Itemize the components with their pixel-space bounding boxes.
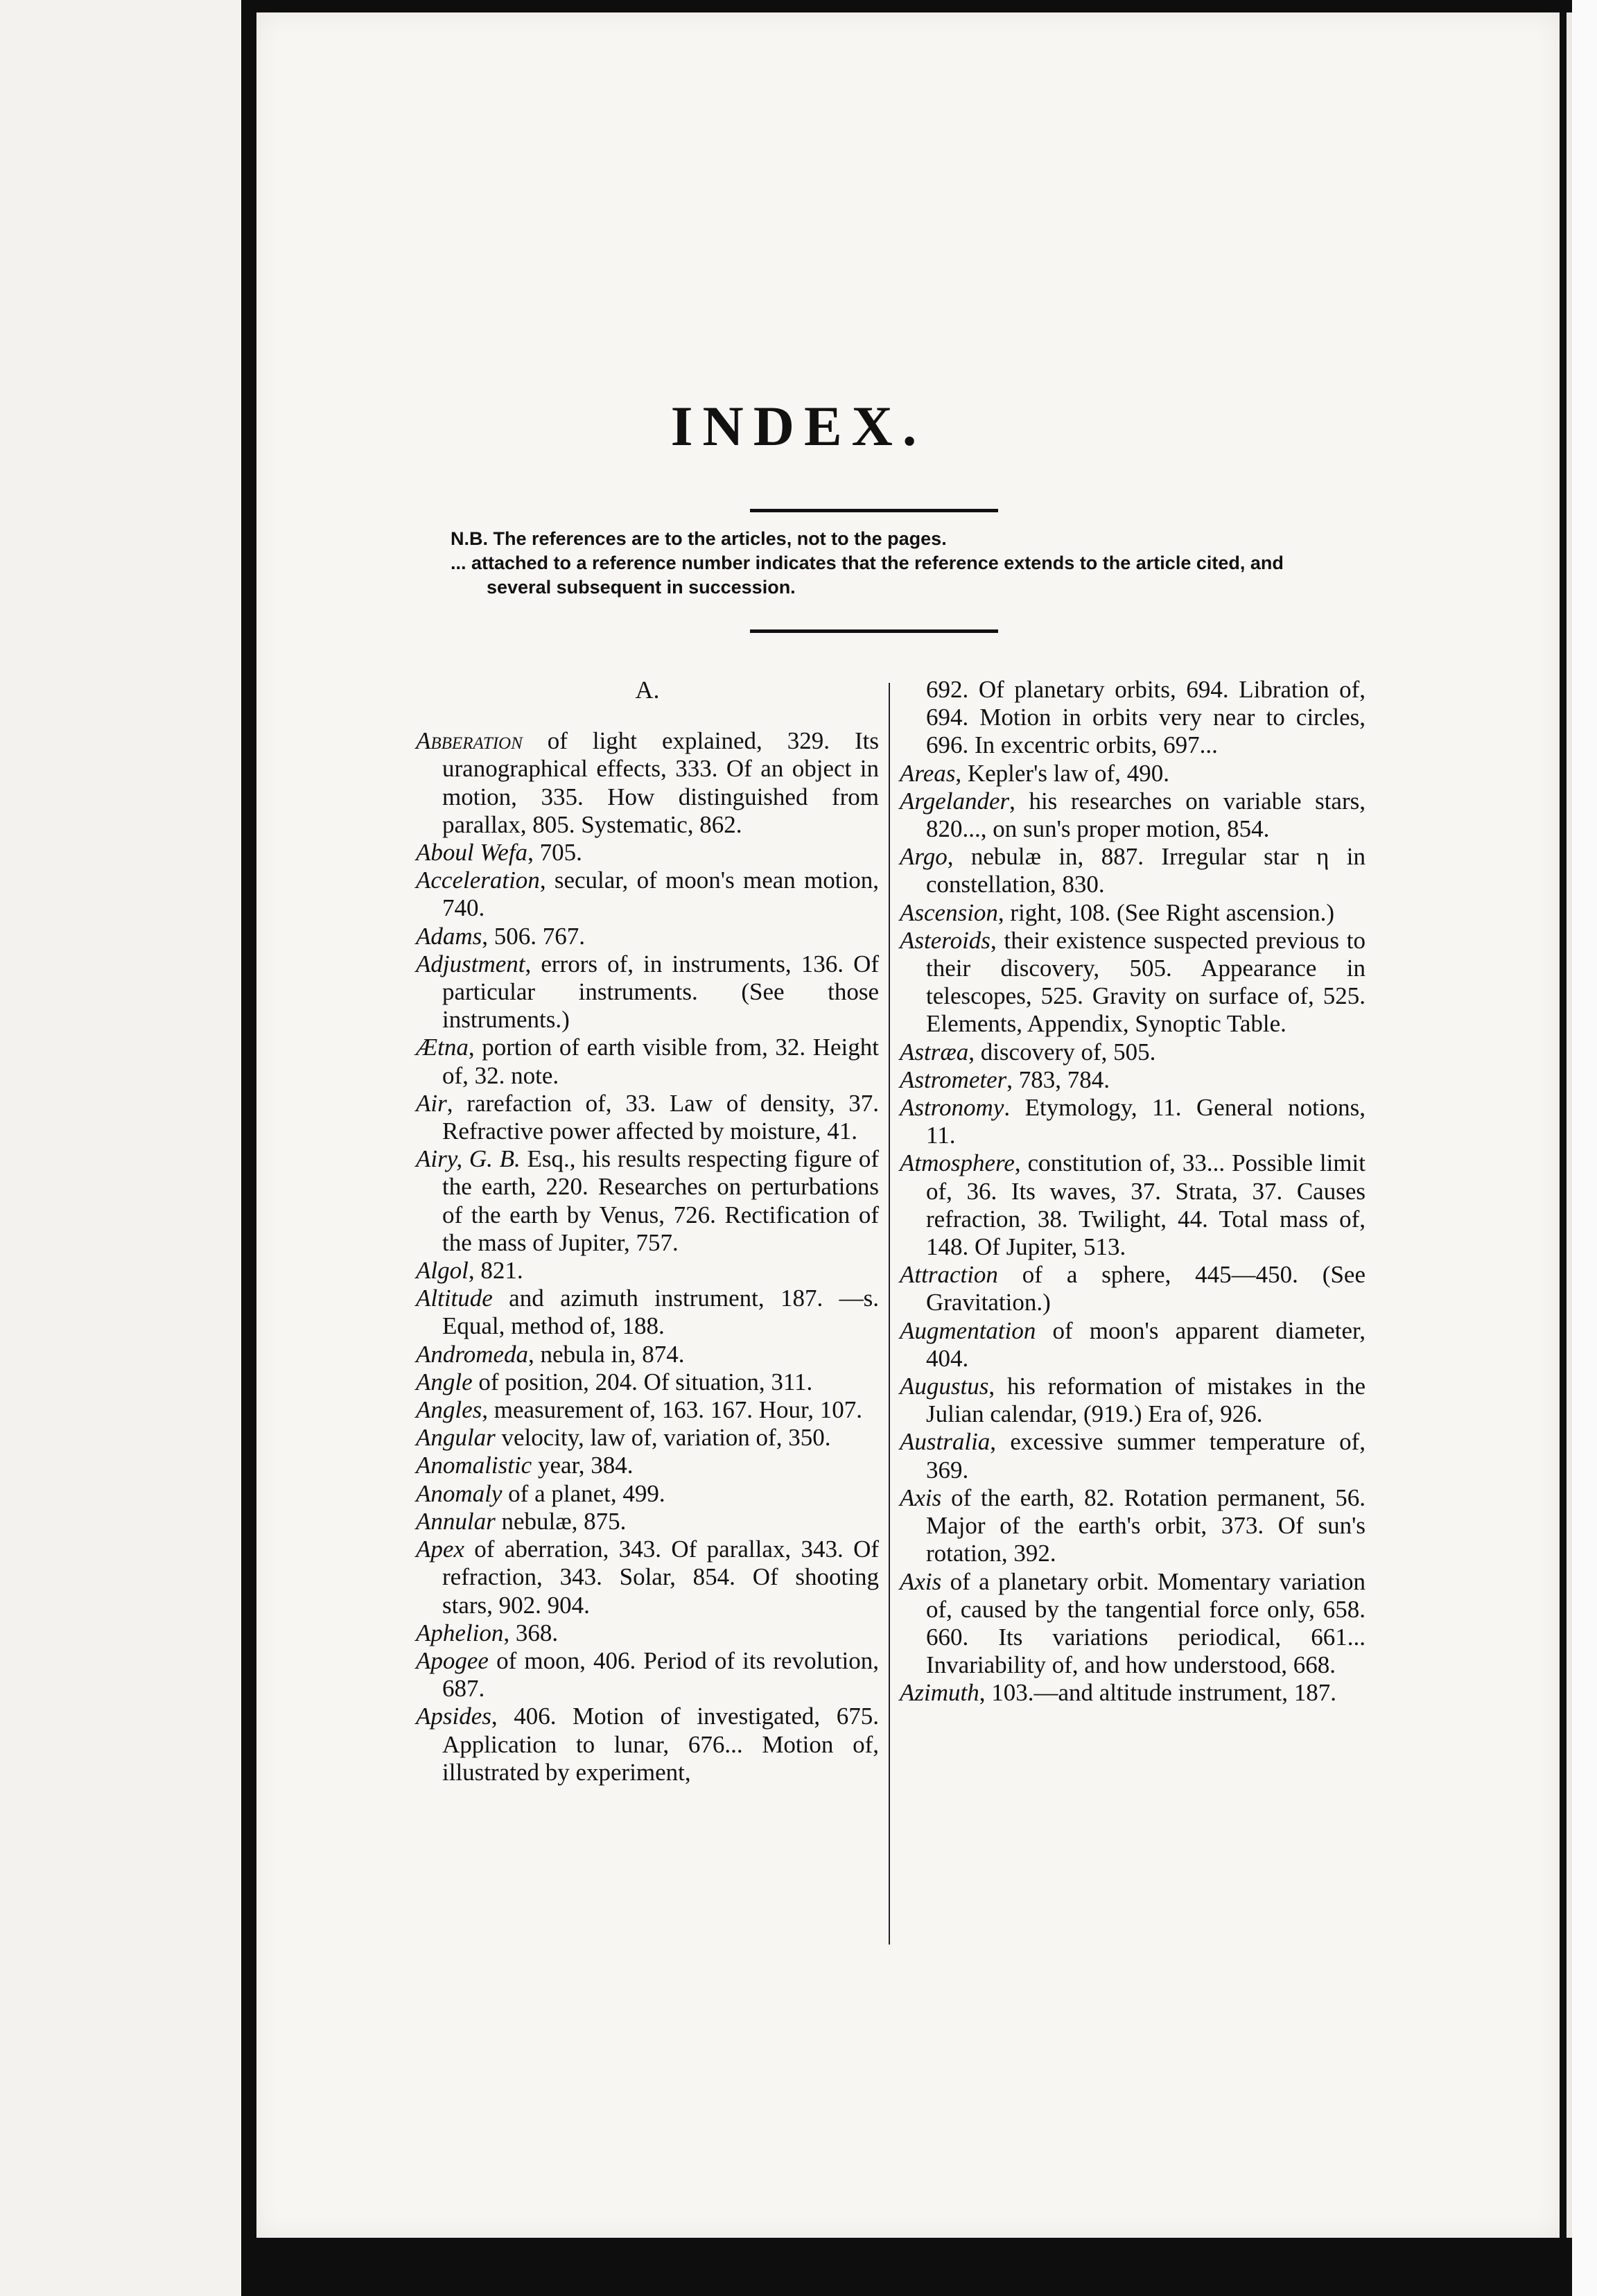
- index-references: of moon, 406. Period of its revolution, 687.: [442, 1646, 879, 1703]
- index-references: , 506. 767.: [482, 922, 586, 950]
- index-term: Argo: [900, 843, 948, 871]
- index-references: , portion of earth visible from, 32. Height of, 32. note.: [442, 1034, 879, 1089]
- index-entry: [900, 1038, 1365, 1066]
- note-line: several subsequent in succession.: [487, 577, 796, 598]
- index-references: year, 384.: [532, 1452, 634, 1479]
- index-references: , excessive summer temperature of, 369.: [926, 1428, 1365, 1484]
- index-references: Esq., his results respecting figure of the earth, 220. Researches on perturbations of the earth by Venus, 726. Rectification of the mass of Jupiter, 757.: [442, 1145, 879, 1256]
- section-letter: A.: [635, 676, 660, 704]
- index-term: Apex: [416, 1536, 464, 1563]
- index-entry: [900, 1066, 1365, 1094]
- index-references: , constitution of, 33... Possible limit of, 36. Its waves, 37. Strata, 37. Causes refraction, 38. Twilight, 44. Total mass of, 148. Of Jupiter, 513.: [926, 1149, 1365, 1261]
- index-term: Australia: [900, 1428, 991, 1456]
- index-term: Angles: [416, 1396, 482, 1424]
- index-references: of a sphere, 445—450. (See Gravitation.): [926, 1261, 1365, 1316]
- index-term: Ascension: [900, 898, 998, 926]
- index-entry: [416, 1034, 879, 1089]
- index-references: , 783, 784.: [1006, 1066, 1110, 1093]
- index-references: , Kepler's law of, 490.: [955, 759, 1169, 787]
- right-page-edge: [1572, 0, 1597, 2296]
- index-references: of the earth, 82. Rotation permanent, 56. Major of the earth's orbit, 373. Of sun's rotation, 392.: [926, 1484, 1365, 1567]
- index-references: of light explained, 329. Its uranographical effects, 333. Of an object in motion, 335. How distinguished from parallax, 805. Systematic, 862.: [442, 727, 879, 838]
- index-entry: [900, 760, 1365, 788]
- index-entry: [900, 788, 1365, 843]
- index-entry: [900, 1261, 1365, 1316]
- notes-block: [451, 527, 1372, 600]
- facing-page-edge: [0, 0, 241, 2296]
- index-references: , measurement of, 163. 167. Hour, 107.: [482, 1396, 863, 1424]
- index-references: of aberration, 343. Of parallax, 343. Of refraction, 343. Solar, 854. Of shooting stars, 902. 904.: [442, 1536, 879, 1619]
- index-term: Algol: [416, 1257, 469, 1285]
- index-term: Anomalistic: [416, 1452, 532, 1479]
- index-references: , 103.—and altitude instrument, 187.: [979, 1679, 1336, 1707]
- index-entry: [416, 1703, 879, 1786]
- index-term: Ætna: [416, 1034, 469, 1061]
- note-line: ... attached to a reference number indicates that the reference extends to the article cited, and: [451, 553, 1284, 573]
- index-entry: [416, 1619, 879, 1647]
- index-term: Abberation: [416, 727, 523, 755]
- index-entry: [416, 1145, 879, 1257]
- index-references: , 406. Motion of investigated, 675. Application to lunar, 676... Motion of, illustrated by experiment,: [442, 1703, 879, 1786]
- index-entry: [900, 843, 1365, 898]
- index-references: , their existence suspected previous to their discovery, 505. Appearance in telescopes, 525. Gravity on surface of, 525. Elements, Appendix, Synoptic Table.: [926, 926, 1365, 1038]
- index-entry: [416, 867, 879, 922]
- index-term: Altitude: [416, 1285, 493, 1312]
- index-entry: [900, 899, 1365, 927]
- index-entry: [900, 1428, 1365, 1484]
- index-term: Axis: [900, 1484, 942, 1511]
- index-references: 692. Of planetary orbits, 694. Libration of, 694. Motion in orbits very near to circles, 696. In excentric orbits, 697...: [926, 676, 1365, 759]
- index-term: Augmentation: [900, 1316, 1036, 1344]
- index-term: Angle: [416, 1368, 473, 1395]
- index-term: Argelander: [900, 787, 1010, 815]
- index-entry: [900, 1094, 1365, 1149]
- left-entries: [416, 727, 879, 1786]
- index-entry: [416, 1396, 879, 1424]
- index-entry: [416, 1424, 879, 1452]
- index-entry: [416, 1341, 879, 1368]
- index-references: , discovery of, 505.: [968, 1038, 1156, 1066]
- index-references: of a planetary orbit. Momentary variation of, caused by the tangential force only, 658. 660. Its variations periodical, 661... Invariability of, and how understood, 668.: [926, 1567, 1365, 1679]
- index-term: Airy, G. B.: [416, 1145, 521, 1173]
- index-entry: [900, 1679, 1365, 1707]
- index-term: Acceleration: [416, 867, 540, 894]
- title-rule-bottom: [750, 629, 998, 633]
- index-entry: [416, 1257, 879, 1285]
- index-entry: [900, 1484, 1365, 1568]
- index-references: , 705.: [527, 839, 582, 867]
- column-divider: [889, 683, 890, 1945]
- index-entry: [900, 1149, 1365, 1261]
- index-entry: [900, 1373, 1365, 1428]
- index-references: , his reformation of mistakes in the Julian calendar, (919.) Era of, 926.: [926, 1373, 1365, 1428]
- index-references: . Etymology, 11. General notions, 11.: [926, 1094, 1365, 1149]
- index-term: Azimuth: [900, 1679, 979, 1707]
- index-entry: [416, 727, 879, 839]
- index-term: Apogee: [416, 1646, 489, 1674]
- index-references: of a planet, 499.: [502, 1479, 665, 1507]
- index-entry: [900, 676, 1365, 760]
- index-entry: [416, 923, 879, 950]
- index-term: Angular: [416, 1424, 496, 1452]
- index-references: velocity, law of, variation of, 350.: [495, 1424, 831, 1452]
- index-term: Astronomy: [900, 1094, 1004, 1122]
- page-title: INDEX.: [670, 394, 927, 458]
- index-term: Areas: [900, 759, 956, 787]
- index-entry: [416, 1536, 879, 1619]
- index-entry: [900, 1317, 1365, 1373]
- index-entry: [900, 1568, 1365, 1680]
- index-term: Adjustment: [416, 950, 525, 977]
- index-term: Axis: [900, 1567, 942, 1595]
- index-term: Adams: [416, 922, 482, 950]
- index-references: , errors of, in instruments, 136. Of particular instruments. (See those instruments.): [442, 950, 879, 1034]
- index-entry: [416, 950, 879, 1034]
- index-term: Anomaly: [416, 1479, 503, 1507]
- index-term: Annular: [416, 1507, 496, 1535]
- index-term: Atmosphere: [900, 1149, 1015, 1177]
- index-term: Augustus: [900, 1373, 989, 1400]
- index-term: Apsides: [416, 1703, 491, 1730]
- index-entry: [416, 1480, 879, 1508]
- index-entry: [416, 1090, 879, 1145]
- index-column-right: [900, 676, 1365, 1951]
- index-entry: [416, 1285, 879, 1340]
- index-entry: [900, 927, 1365, 1038]
- index-term: Air: [416, 1089, 447, 1117]
- index-references: , nebulæ in, 887. Irregular star η in constellation, 830.: [926, 843, 1365, 898]
- index-term: Astræa: [900, 1038, 969, 1066]
- index-references: , right, 108. (See Right ascension.): [997, 898, 1334, 926]
- index-entry: [416, 1508, 879, 1536]
- index-term: Aboul Wefa: [416, 839, 528, 867]
- index-references: nebulæ, 875.: [495, 1507, 627, 1535]
- title-rule-top: [750, 509, 998, 512]
- index-references: , secular, of moon's mean motion, 740.: [442, 867, 879, 922]
- index-entry: [416, 1368, 879, 1396]
- index-term: Astrometer: [900, 1066, 1007, 1093]
- note-line: N.B. The references are to the articles, not to the pages.: [451, 528, 947, 549]
- index-term: Aphelion: [416, 1619, 504, 1646]
- index-references: , rarefaction of, 33. Law of density, 37. Refractive power affected by moisture, 41.: [442, 1089, 879, 1145]
- index-references: of position, 204. Of situation, 311.: [472, 1368, 813, 1395]
- index-references: , nebula in, 874.: [528, 1340, 685, 1368]
- index-references: and azimuth instrument, 187. —s. Equal, method of, 188.: [442, 1285, 879, 1340]
- index-references: of moon's apparent diameter, 404.: [926, 1316, 1365, 1372]
- index-entry: [416, 1452, 879, 1479]
- index-term: Asteroids: [900, 926, 991, 954]
- index-column-left: [416, 676, 879, 1951]
- index-term: Attraction: [900, 1261, 998, 1289]
- index-entry: [416, 839, 879, 867]
- index-references: , 368.: [503, 1619, 559, 1646]
- right-entries: [900, 676, 1365, 1707]
- index-references: , 821.: [468, 1257, 523, 1285]
- index-term: Andromeda: [416, 1340, 529, 1368]
- index-entry: [416, 1647, 879, 1703]
- index-references: , his researches on variable stars, 820..., on sun's proper motion, 854.: [926, 787, 1365, 843]
